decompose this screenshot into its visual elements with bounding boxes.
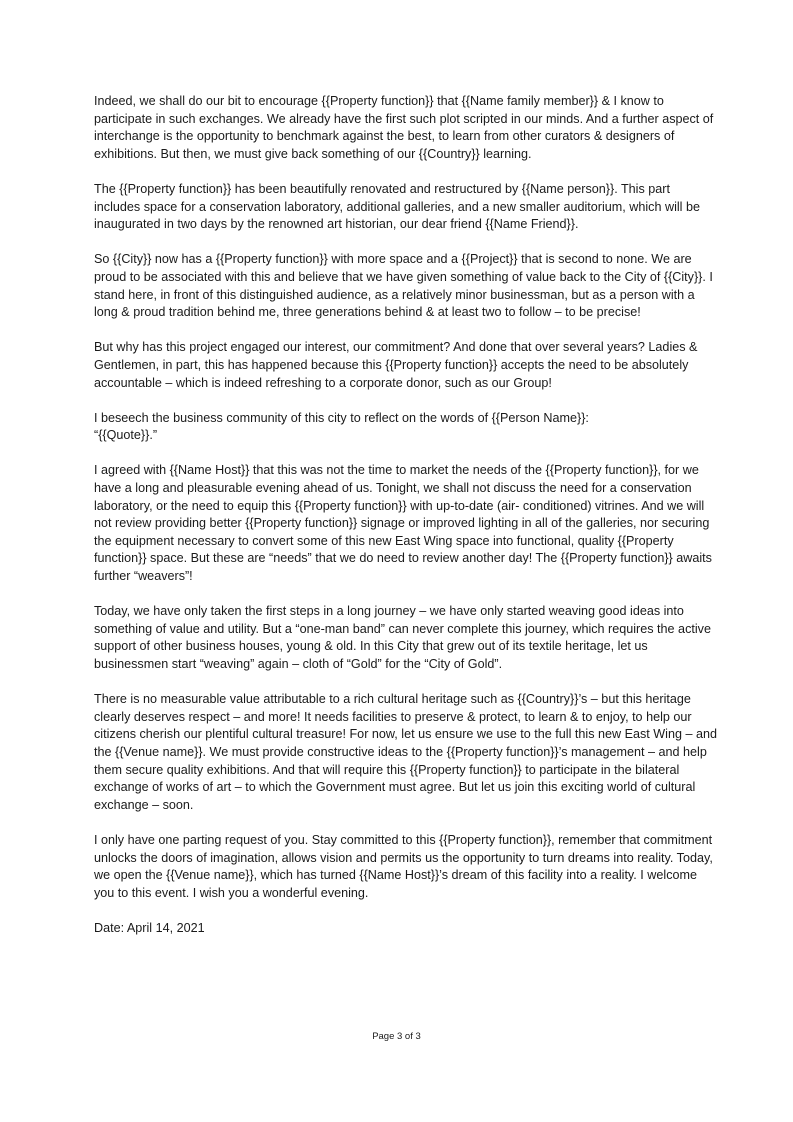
paragraph-9: I only have one parting request of you. Stay committed to this {{Property function}}, remember that commitment unlocks the doors of imagination, allows vision and permits us the opportunity to turn dreams into reality. Today, we open the {{Venue name}}, which has turned {{Name Host}}’s dream of this facility into a reality. I welcome you to this event. I wish you a wonderful evening. [94, 832, 713, 900]
page-number-footer: Page 3 of 3 [372, 1031, 421, 1042]
paragraph-5-quote: I beseech the business community of this city to reflect on the words of {{Person Name}}: “{{Quote}}.” [94, 410, 589, 443]
paragraph-2: The {{Property function}} has been beautifully renovated and restructured by {{Name person}}. This part includes space for a conservation laboratory, additional galleries, and a new smaller auditorium, which will be inaugurated in two days by the renowned art historian, our dear friend {{Name Friend}}. [94, 181, 700, 232]
paragraph-8: There is no measurable value attributable to a rich cultural heritage such as {{Country}}’s – but this heritage clearly deserves respect – and more! It needs facilities to preserve & protect, to learn & to enjoy, to help our citizens cherish our plentiful cultural treasure! For now, let us ensure we use to the full this new East Wing – and the {{Venue name}}. We must provide constructive ideas to the {{Property function}}’s management – and help them secure quality exhibitions. And that will require this {{Property function}} to participate in the bilateral exchange of works of art – to which the Government must agree. But let us join this exciting world of cultural exchange – soon. [94, 692, 718, 812]
paragraph-6: I agreed with {{Name Host}} that this was not the time to market the needs of the {{Property function}}, for we have a long and pleasurable evening ahead of us. Tonight, we shall not discuss the need for a conservation laboratory, or the need to equip this {{Property function}} with up-to-date (air- conditioned) vitrines. And we will not review providing better {{Property function}} signage or improved lighting in all of the galleries, nor securing the equipment necessary to convert some of this new East Wing space into functional, quality {{Property function}} space. But these are “needs” that we do need to review another day! The {{Property function}} awaits further “weavers”! [94, 463, 712, 584]
document-body [94, 93, 718, 938]
paragraph-1: Indeed, we shall do our bit to encourage {{Property function}} that {{Name family member}} & I know to participate in such exchanges. We already have the first such plot scripted in our minds. And a further aspect of interchange is the opportunity to benchmark against the best, to learn from other curators & designers of exhibitions. But then, we must give back something of our {{Country}} learning. [94, 94, 714, 161]
paragraph-3: So {{City}} now has a {{Property function}} with more space and a {{Project}} that is second to none. We are proud to be associated with this and believe that we have given something of value back to the City of {{City}}. I stand here, in front of this distinguished audience, as a relatively minor businessman, but as a person with a long & proud tradition behind me, three generations behind & at least two to follow – to be precise! [94, 252, 713, 320]
paragraph-4: But why has this project engaged our interest, our commitment? And done that over several years? Ladies & Gentlemen, in part, this has happened because this {{Property function}} accepts the need to be absolutely accountable – which is indeed refreshing to a corporate donor, such as our Group! [94, 340, 698, 390]
paragraph-7: Today, we have only taken the first steps in a long journey – we have only started weaving good ideas into something of value and utility. But a “one-man band” can never complete this journey, which requires the active support of other business houses, young & old. In this City that grew out of its textile heritage, let us businessmen start “weaving” again – cloth of “Gold” for the “City of Gold”. [94, 604, 711, 671]
date-line: Date: April 14, 2021 [94, 920, 205, 935]
